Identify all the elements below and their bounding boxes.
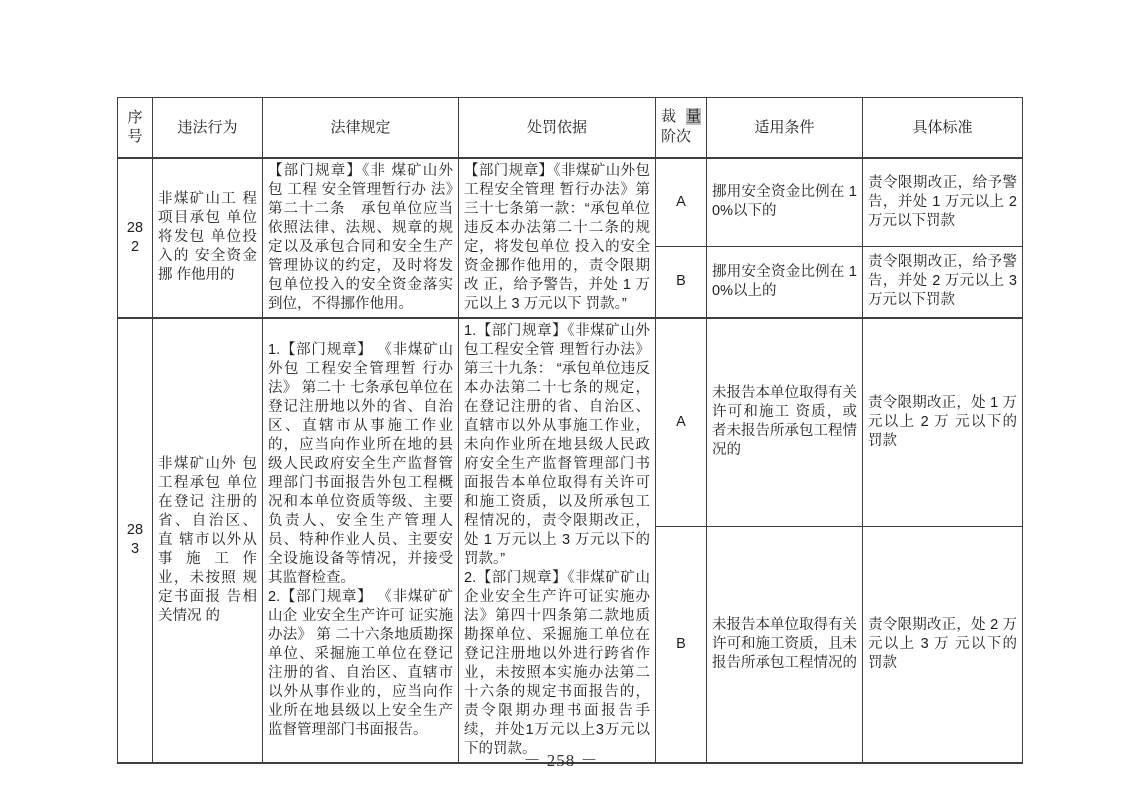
header-no: 序号 [118, 98, 153, 158]
discretion-header-highlighted-char: 量 [685, 108, 701, 126]
cell-282-b-condition: 挪用安全资金比例在 10%以上的 [707, 247, 863, 318]
discretion-header-part1: 裁 [661, 108, 686, 126]
header-behavior: 违法行为 [153, 98, 263, 158]
cell-282-no: 282 [118, 158, 153, 318]
cell-283-behavior: 非煤矿山外 包工程承包 单位在登记 注册的省、自治区、直 辖市以外从 事 施 工 作业，未按照 规定书面报 告相关情况 的 [153, 318, 263, 763]
cell-282-a-condition: 挪用安全资金比例在 10%以下的 [707, 158, 863, 247]
cell-282-a-level: A [656, 158, 707, 247]
cell-283-law-item-1: 1.【部门规章】 《非煤矿山外包 工程安全管理暂 行办法》 第二十 七条承包单位在登记注册地以外的省、自治区、直辖市从事施工作业的，应当向作业所在地的县级人民政府安全生产监督管理部门书面报告外包工程概况和本单位资质等级、主要负责人、安全生产管理人员、特种作业人员、主要安全设施设备等情况，并接受其监督检查。 [268, 341, 453, 586]
cell-283-b-standard: 责令限期改正，处 2 万元以上 3 万 元以下的罚款 [863, 527, 1023, 763]
cell-282-behavior: 非煤矿山工 程项目承包 单位将发包 单位投入的 安全资金挪 作他用的 [153, 158, 263, 318]
header-condition: 适用条件 [707, 98, 863, 158]
cell-283-basis-item-2: 2.【部门规章】《非煤矿矿山企业安全生产许可证实施办法》第四十四条第二款地质勘探单位、采掘施工单位在登记注册地以外进行跨省作业，未按照本实施办法第二十六条的规定书面报告的，责令限期办理书面报告手续，并处1万元以上3万元以下的罚款。 [464, 569, 650, 757]
cell-283-law-item-2: 2.【部门规章】 《非煤矿矿山企 业安全生产许可 证实施办法》 第 二十六条地质勘探单位、采掘施工单位在登记注册的省、自治区、直辖市以外从事作业的，应当向作业所在地县级以上安全生产监督管理部门书面报告。 [268, 588, 453, 738]
cell-283-b-condition: 未报告本单位取得有关许可和施工资质，且未报告所承包工程情况的 [707, 527, 863, 763]
cell-282-b-standard: 责令限期改正，给予警告，并处 2 万元以上 3 万元以下罚款 [863, 247, 1023, 318]
header-discretion-level [656, 98, 707, 158]
cell-283-basis-item-1: 1.【部门规章】《非煤矿山外包工程安全管 理暂行办法》第三十九条： “承包单位违反 本办法第二十七条的规定，在登记注册的省、自治区、直辖市以外从事施工作业，未向作业所在地县级人民政府安全生产监督管理部门书面报告本单位取得有关许可和施工资质，以及所承包工程情况的，责令限期改正，处 1 万元以上 3 万元以下的罚款。” [464, 322, 650, 567]
cell-283-a-level: A [656, 318, 707, 527]
cell-282-basis [459, 158, 656, 318]
table-row-282-sub-a [118, 158, 1023, 247]
table-row-283-sub-a [118, 318, 1023, 527]
header-basis: 处罚依据 [459, 98, 656, 158]
cell-282-b-level: B [656, 247, 707, 318]
cell-283-no: 283 [118, 318, 153, 763]
cell-283-a-condition: 未报告本单位取得有关许可和施工 资质，或者未报告所承包工程情况的 [707, 318, 863, 527]
cell-283-a-standard: 责令限期改正，处 1 万元以上 2 万 元以下的罚款 [863, 318, 1023, 527]
discretion-header-part2: 阶次 [661, 128, 692, 146]
discretion-header-text [661, 107, 701, 147]
cell-283-b-level: B [656, 527, 707, 763]
cell-282-basis-text: 【部门规章】《非煤矿山外包工程安全管理 暂行办法》第三十七条第一款：“承包单位 违反本办法第二十二条的规定，将发包单位 投入的安全资金挪作他用的，责令限期改 正，给予警告，并处 1 万元以上 3 万元以下 罚款。” [464, 162, 650, 312]
header-law: 法律规定 [263, 98, 459, 158]
page-number: － 258 － [523, 751, 599, 770]
cell-283-law [263, 318, 459, 763]
header-standard: 具体标准 [863, 98, 1023, 158]
cell-283-basis [459, 318, 656, 763]
cell-282-law [263, 158, 459, 318]
cell-282-a-standard: 责令限期改正，给予警告，并处 1 万元以上 2 万元以下罚款 [863, 158, 1023, 247]
cell-282-law-text: 【部门规章】《非 煤矿山外包 工程 安全管理暂行办 法》第二十二条 承包单位应当依照法律、法规、规章的规定以及承包合同和安全生产管理协议的约定，及时将发包单位投入的安全资金落实到位，不得挪作他用。 [268, 162, 453, 312]
penalty-standards-table [117, 97, 1023, 764]
table-header-row [118, 98, 1023, 158]
